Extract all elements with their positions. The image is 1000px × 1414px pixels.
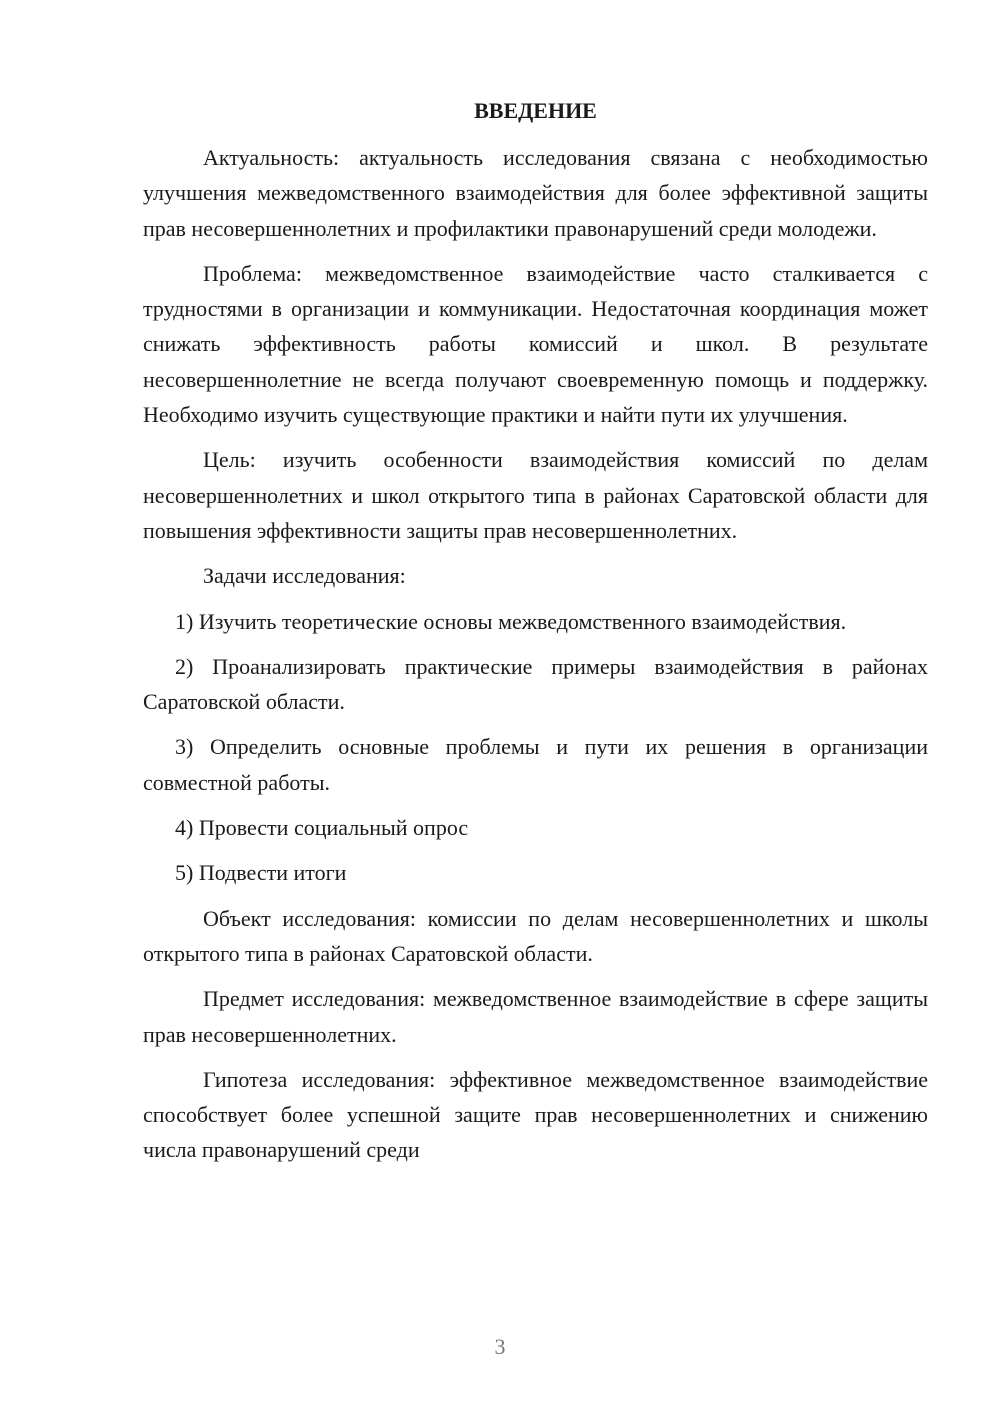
page-number: 3 xyxy=(494,1334,506,1359)
paragraph-problem: Проблема: межведомственное взаимодействие часто сталкивается с трудностями в организации и коммуникации. Недостаточная координация может снижать эффективность работы комиссий и школ. В результате несовершеннолетние не всегда получают своевременную помощь и поддержку. Необходимо изучить существующие практики и найти пути их улучшения. xyxy=(143,260,928,428)
paragraph-relevance: Актуальность: актуальность исследования связана с необходимостью улучшения межведомственного взаимодействия для более эффективной защиты прав несовершеннолетних и профилактики правонарушений среди молодежи. xyxy=(143,145,928,241)
task-item: 2) Проанализировать практические примеры взаимодействия в районах Саратовской области. xyxy=(143,653,928,715)
paragraph-tasks-heading: Задачи исследования: xyxy=(203,563,406,589)
task-item: 3) Определить основные проблемы и пути их решения в организации совместной работы. xyxy=(143,734,928,795)
paragraph-subject: Предмет исследования: межведомственное взаимодействие в сфере защиты прав несовершеннолетних. xyxy=(143,986,928,1047)
section-title: ВВЕДЕНИЕ xyxy=(474,98,597,123)
paragraph-goal: Цель: изучить особенности взаимодействия комиссий по делам несовершеннолетних и школ открытого типа в районах Саратовской области для повышения эффективности защиты прав несовершеннолетних. xyxy=(143,447,928,543)
paragraph-object: Объект исследования: комиссии по делам несовершеннолетних и школы открытого типа в районах Саратовской области. xyxy=(143,905,928,966)
task-item: 5) Подвести итоги xyxy=(175,860,347,886)
task-item: 4) Провести социальный опрос xyxy=(175,815,469,841)
task-item: 1) Изучить теоретические основы межведомственного взаимодействия. xyxy=(175,608,847,634)
document-body xyxy=(143,96,928,1178)
paragraph-hypothesis: Гипотеза исследования: эффективное межведомственное взаимодействие способствует более успешной защите прав несовершеннолетних и снижению числа правонарушений среди xyxy=(143,1066,928,1163)
